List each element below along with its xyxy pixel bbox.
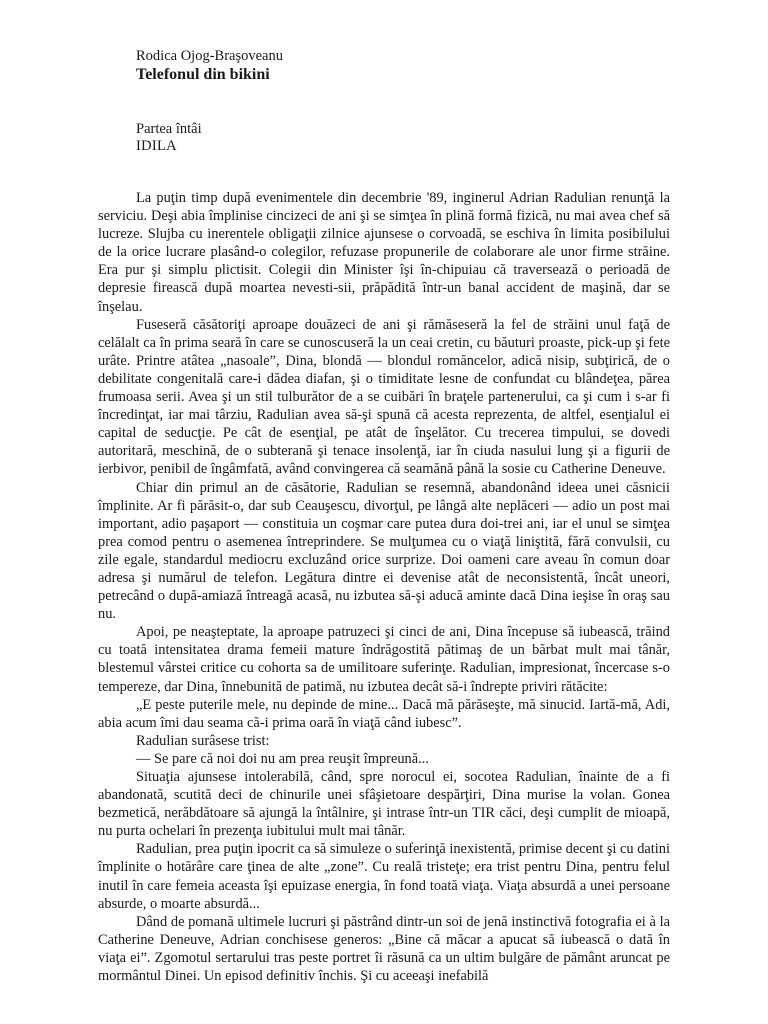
part-label: Partea întâi <box>136 121 202 137</box>
book-title: Telefonul din bikini <box>136 66 270 83</box>
paragraph-2: Fuseseră căsătoriţi aproape douăzeci de ani şi rămăseseră la fel de străini unul faţă de celălalt ca în prima seară în care se cunoscuseră la un ceai cretin, cu băuturi proaste, pick-up şi fete urâte. Printre atâtea „nasoale”, Dina, blondă — blondul romăncelor, adică nisip, subţirică, de o debilitate congenitală care-i dădea diafan, şi o timiditate lesne de confundat cu blândeţea, părea frumoasa serii. Avea şi un stil tulburător de a se cuibări în braţele partenerului, ca şi cum i s-ar fi încredinţat, iar mai târziu, Radulian avea să-şi spună că acesta reprezenta, de altfel, esenţialul ei capital de seducţie. Pe cât de esenţial, pe atât de înşelător. Cu trecerea timpului, se dovedi autoritară, meschină, de o subterană şi tenace insolenţă, iar în ciuda nasului lung şi a figurii de ierbivor, penibil de îngâmfată, având convingerea că seamănă până la sosie cu Catherine Deneuve. <box>98 316 670 478</box>
paragraph-10: Dând de pomană ultimele lucruri şi păstrând dintr-un soi de jenă instinctivă fotografia ei à la Catherine Deneuve, Adrian conchisese generos: „Bine că măcar a apucat să iubească o dată în viaţa ei”. Zgomotul sertarului tras peste portret îi răsună ca un ultim bulgăre de pământ aruncat pe mormântul Dinei. Un episod definitiv închis. Şi cu aceeaşi inefabilă <box>98 913 670 985</box>
paragraph-4: Apoi, pe neaşteptate, la aproape patruzeci şi cinci de ani, Dina începuse să iubească, trăind cu toată intensitatea drama femeii mature îndrăgostită pătimaş de un bărbat mult mai tânăr, blestemul vârstei critice cu cohorta sa de umilitoare suferinţe. Radulian, impresionat, încercase s-o tempereze, dar Dina, înnebunită de patimă, nu izbutea decât să-i îndrepte priviri rătăcite: <box>98 624 670 695</box>
paragraph-6: Radulian surâsese trist: <box>136 732 270 749</box>
document-page <box>98 48 670 985</box>
author-name: Rodica Ojog-Braşoveanu <box>136 48 283 64</box>
paragraph-1: La puţin timp după evenimentele din decembrie '89, inginerul Adrian Radulian renunţă la serviciu. Deşi abia împlinise cincizeci de ani şi se simţea în plină formă fizică, nu mai avea chef să lucreze. Slujba cu inerentele obligaţii zilnice ajunsese o corvoadă, se eschiva în limita posibilului de la orice lucrare plasând-o colegilor, refuzase propunerile de colaborare ale unor firme străine. Era pur şi simplu plictisit. Colegii din Minister îşi în-chipuiau că traversează o perioadă de depresie firească după moartea nevesti-sii, prăpădită într-un banal accident de maşină, dar se înşelau. <box>98 190 670 315</box>
body-text <box>98 189 670 985</box>
section-title: IDILA <box>136 138 177 154</box>
paragraph-9: Radulian, prea puţin ipocrit ca să simuleze o suferinţă inexistentă, primise decent şi cu datini împlinite o hotărâre care ţinea de alte „zone”. Cu reală tristeţe; era trist pentru Dina, pentru felul inutil în care femeia aceasta îşi epuizase energia, în fond toată viaţa. Viaţa absurdă a unei persoane absurde, o moarte absurdă... <box>98 841 670 912</box>
paragraph-8: Situaţia ajunsese intolerabilă, când, spre norocul ei, socotea Radulian, înainte de a fi abandonată, scutită deci de chinurile unei sfâşietoare despărţiri, Dina murise la volan. Gonea bezmetică, nerăbdătoare să ajungă la întâlnire, şi intrase într-un TIR căci, deşi cumplit de mioapă, nu purta ochelari în prezenţa iubitului mult mai tânăr. <box>98 769 670 840</box>
paragraph-3: Chiar din primul an de căsătorie, Radulian se resemnă, abandonând ideea unei căsnicii împlinite. Ar fi părăsit-o, dar sub Ceauşescu, divorţul, pe lângă alte neplăceri — adio un post mai important, adio paşaport — constituia un coşmar care putea dura doi-trei ani, iar el unul se simţea prea comod pentru o asemenea întreprindere. Se mulţumea cu o viaţă liniştită, fără convulsii, cu zile egale, standardul mediocru excluzând orice surprize. Doi oameni care aveau în comun doar adresa şi numărul de telefon. Legătura dintre ei devenise atât de neconsistentă, încât uneori, petrecând o după-amiază întreagă acasă, nu izbutea să-şi aducă aminte dacă Dina ieşise în oraş sau nu. <box>98 479 670 623</box>
dialogue-line: — Se pare că noi doi nu am prea reuşit împreună... <box>136 750 429 767</box>
quote-dina: „E peste puterile mele, nu depinde de mine... Dacă mă părăseşte, mă sinucid. Iartă-mă, Adi, abia acum îmi dau seama că-i prima oară în viaţă când iubesc”. <box>98 696 670 731</box>
